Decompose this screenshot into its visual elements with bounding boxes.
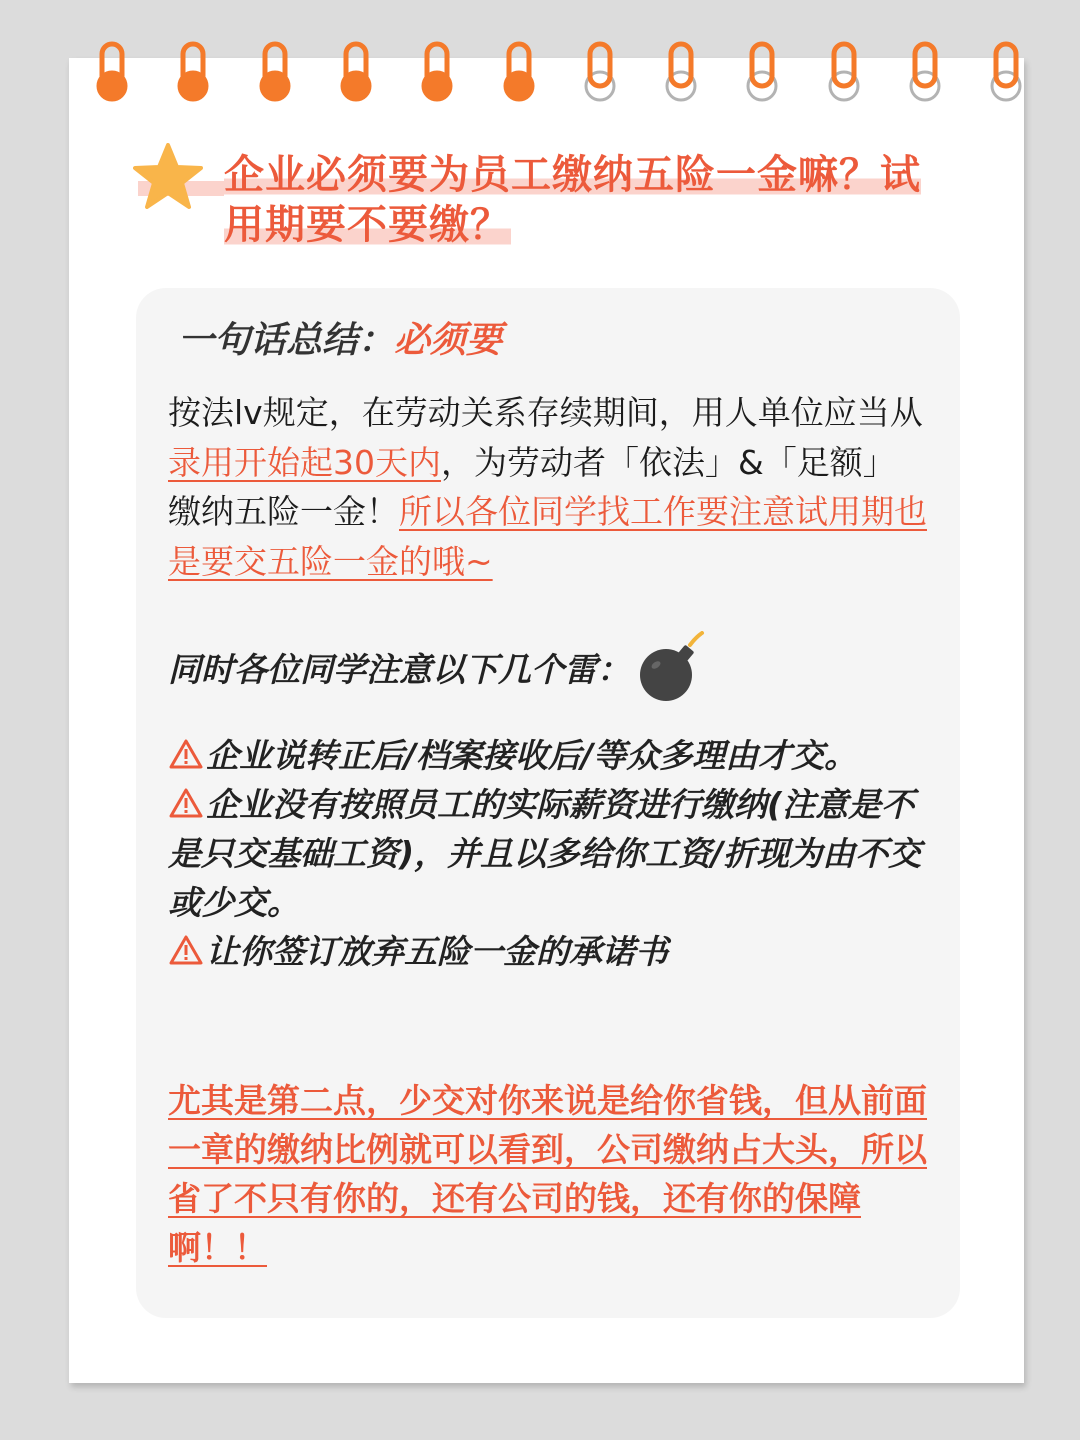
binder-ring (177, 40, 209, 104)
warning-icon (168, 787, 204, 819)
paragraph-law (168, 388, 928, 586)
law-highlight-30days: 录用开始起30天内 (168, 442, 441, 482)
binder-ring (584, 40, 616, 104)
binder-ring (909, 40, 941, 104)
warning-icon (168, 738, 204, 770)
paragraph-warnings-intro (168, 631, 928, 703)
summary-value: 必须要 (394, 320, 503, 361)
binder-ring (421, 40, 453, 104)
warning-item (168, 780, 928, 927)
law-highlight-probation: 所以各位同学找工作要注意试用期也是要交五险一金的哦~ (168, 492, 927, 581)
warning-item (168, 927, 928, 976)
star-icon (133, 143, 203, 209)
emphasis-text: 尤其是第二点，少交对你来说是给你省钱，但从前面一章的缴纳比例就可以看到，公司缴纳占大头，所以省了不只有你的，还有公司的钱，还有你的保障啊！！ (168, 1081, 927, 1267)
binder-ring (990, 40, 1022, 104)
warnings-intro-text: 同时各位同学注意以下几个雷： (168, 650, 630, 689)
binder-ring (746, 40, 778, 104)
page-title (224, 150, 984, 250)
bomb-icon (636, 631, 708, 703)
warning-icon (168, 934, 204, 966)
warning-text: 企业没有按照员工的实际薪资进行缴纳(注意是不是只交基础工资)，并且以多给你工资/折现为由不交或少交。 (168, 785, 922, 922)
binder-ring (503, 40, 535, 104)
paragraph-emphasis (168, 1076, 928, 1272)
binder-ring (340, 40, 372, 104)
binder-ring (259, 40, 291, 104)
title-line-2: 用期要不要缴？ (224, 202, 511, 248)
law-text-2: ，为劳动者「依法」&「足额」缴纳五险一金！ (168, 442, 896, 531)
title-line-1: 企业必须要为员工缴纳五险一金嘛？试 (224, 152, 921, 198)
warning-text: 让你签订放弃五险一金的承诺书 (206, 932, 668, 971)
binder-rings (0, 40, 1080, 110)
warnings-list (168, 731, 928, 976)
warning-text: 企业说转正后/档案接收后/等众多理由才交。 (206, 736, 858, 775)
binder-ring (96, 40, 128, 104)
warning-item (168, 731, 928, 780)
law-text-1: 按法lv规定，在劳动关系存续期间，用人单位应当从 (168, 393, 923, 432)
binder-ring (828, 40, 860, 104)
binder-ring (665, 40, 697, 104)
summary-line (178, 318, 502, 364)
summary-label: 一句话总结： (178, 320, 395, 361)
